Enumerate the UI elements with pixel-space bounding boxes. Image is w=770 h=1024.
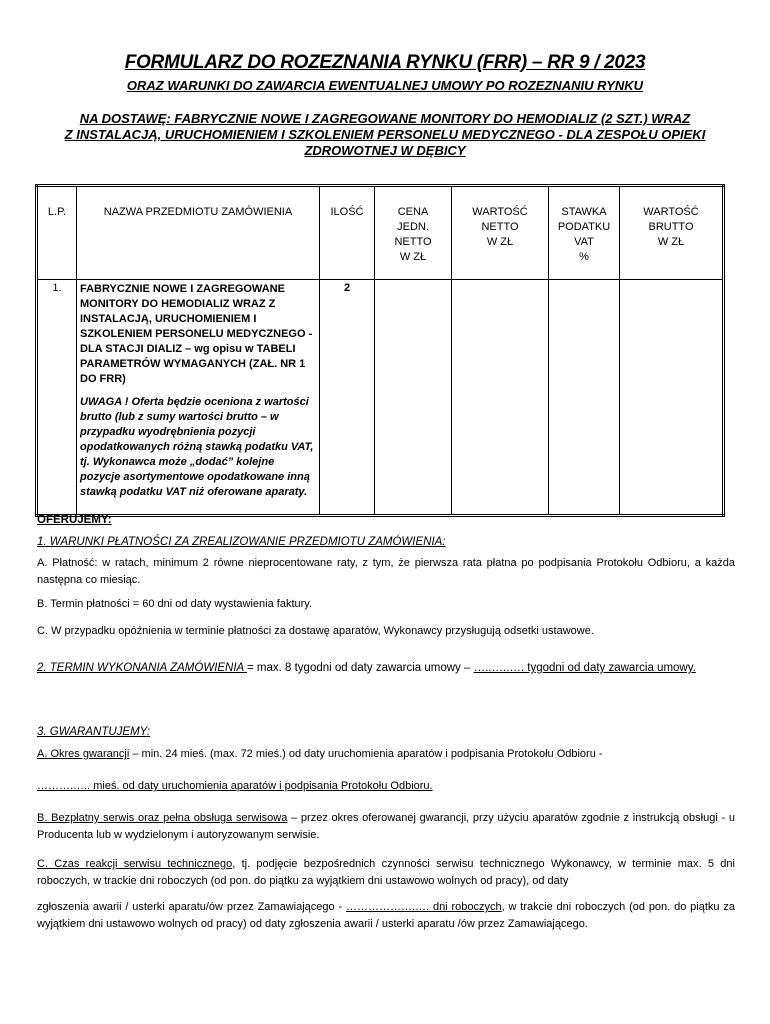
header-unit-price-l1: CENA [397, 206, 429, 218]
header-vat-rate-l4: % [579, 251, 589, 263]
header-vat-rate-l3: VAT [574, 236, 594, 248]
header-unit-price-l2: JEDN. [397, 221, 429, 233]
free-service-text: – przez okres oferowanej gwarancji, przy użyciu aparatów zgodnie z instrukcją obsługi - u Producenta lub w wydzielonym i autoryzowanym serwisie. [37, 812, 735, 841]
payment-terms-c: C. W przypadku opóźnienia w terminie płatności za dostawę aparatów, Wykonawcy przysługują odsetki ustawowe. [37, 625, 594, 637]
warranty-period [37, 746, 735, 763]
header-gross-value-l3: W ZŁ [657, 236, 685, 248]
header-gross-value-l1: WARTOŚĆ [643, 206, 699, 218]
free-service-label: B. Bezpłatny serwis oraz pełna obsługa serwisowa [37, 812, 288, 824]
service-response [37, 856, 735, 890]
header-vat-rate [549, 186, 620, 280]
service-response-fill-line [37, 899, 735, 933]
delivery-line-2: Z INSTALACJĄ, URUCHOMIENIEM I SZKOLENIEM PERSONELU MEDYCZNEGO - DLA ZESPOŁU OPIEKI [64, 127, 706, 142]
header-net-value-l2: NETTO [481, 221, 519, 233]
service-response-post: , w trakcie dni roboczych (od pon. do piątku za wyjątkiem dni ustawowo wolnych od pracy) od daty zgłoszenia awarii / usterki aparatu /ów przez Zamawiającego. [37, 901, 735, 930]
header-vat-rate-l2: PODATKU [557, 221, 611, 233]
header-unit-price-l4: W ZŁ [399, 251, 427, 263]
payment-terms-a: A. Płatność: w ratach, minimum 2 równe nieprocentowane raty, z tym, że pierwsza rata płatna po podpisania Protokołu Odbioru, a każda następna co miesiąc. [37, 557, 735, 586]
form-title: FORMULARZ DO ROZEZNANIA RYNKU (FRR) – RR 9 / 2023 [124, 52, 646, 73]
form-subtitle: ORAZ WARUNKI DO ZAWARCIA EWENTUALNEJ UMOWY PO ROZEZNANIU RYNKU [126, 78, 644, 93]
row-unit-price-cell[interactable] [375, 280, 452, 516]
delivery-heading [35, 111, 735, 159]
payment-terms-b: B. Termin płatności = 60 dni od daty wystawienia faktury. [37, 598, 313, 610]
header-name: NAZWA PRZEDMIOTU ZAMÓWIENIA [77, 186, 320, 280]
payment-terms-heading: 1. WARUNKI PŁATNOŚCI ZA ZREALIZOWANIE PRZEDMIOTU ZAMÓWIENIA: [37, 536, 446, 548]
header-unit-price-l3: NETTO [394, 236, 432, 248]
delivery-term [37, 660, 735, 677]
delivery-line-1: NA DOSTAWĘ: FABRYCZNIE NOWE I ZAGREGOWANE MONITORY DO HEMODIALIZ (2 SZT.) WRAZ [79, 111, 691, 126]
delivery-term-fill[interactable]: …..…..…. tygodni od daty zawarcia umowy. [473, 662, 696, 674]
order-table [35, 184, 725, 517]
header-unit-price [375, 186, 452, 280]
warranty-period-label: A. Okres gwarancji [37, 748, 130, 760]
service-response-pre: zgłoszenia awarii / usterki aparatu/ów przez Zamawiającego - [37, 901, 346, 913]
row-name [77, 280, 320, 516]
row-lp: 1. [37, 280, 77, 516]
table-header-row [37, 186, 724, 280]
warranty-period-text: – min. 24 mieś. (max. 72 mieś.) od daty uruchomienia aparatów i podpisania Protokołu Odbioru - [129, 748, 603, 760]
row-name-text: FABRYCZNIE NOWE I ZAGREGOWANE MONITORY DO HEMODIALIZ WRAZ Z INSTALACJĄ, URUCHOMIENIEM I SZKOLENIEM PERSONELU MEDYCZNEGO - DLA STACJI DIALIZ – wg opisu w TABELI PARAMETRÓW WYMAGANYCH (ZAŁ. NR 1 DO FRR) [80, 283, 313, 385]
header-net-value [452, 186, 549, 280]
row-note-text: UWAGA ! Oferta będzie oceniona z wartości brutto (lub z sumy wartości brutto – w przypadku wyodrębnienia pozycji opodatkowanych różną stawką podatku VAT, tj. Wykonawca może „dodać” kolejne pozycje asortymentowe opodatkowane inną stawką podatku VAT niż oferowane aparaty. [80, 396, 314, 498]
row-gross-value-cell[interactable] [620, 280, 724, 516]
table-row [37, 280, 724, 516]
row-qty: 2 [320, 280, 375, 516]
guarantee-heading: 3. GWARANTUJEMY: [37, 726, 151, 738]
service-response-text: , tj. podjęcie bezpośrednich czynności serwisu technicznego Wykonawcy, w terminie max. 5 dni roboczych, w trackie dni roboczych (od pon. do piątku za wyjątkiem dni ustawowo wolnych od pracy), od daty [37, 858, 735, 887]
warranty-period-fill[interactable]: ……….….. mieś. od daty uruchomienia aparatów i podpisania Protokołu Odbioru. [37, 780, 433, 792]
header-gross-value [620, 186, 724, 280]
service-response-fill[interactable]: ……………….…. dni roboczych [345, 901, 502, 913]
delivery-term-heading: 2. TERMIN WYKONANIA ZAMÓWIENIA [37, 662, 247, 674]
header-net-value-l1: WARTOŚĆ [472, 206, 528, 218]
delivery-line-3: ZDROWOTNEJ W DĘBICY [304, 143, 466, 158]
header-gross-value-l2: BRUTTO [648, 221, 694, 233]
delivery-term-text: = max. 8 tygodni od daty zawarcia umowy – [247, 662, 471, 674]
service-response-label: C. Czas reakcji serwisu technicznego [37, 858, 233, 870]
row-net-value-cell[interactable] [452, 280, 549, 516]
free-service [37, 810, 735, 844]
header-vat-rate-l1: STAWKA [561, 206, 607, 218]
header-net-value-l3: W ZŁ [486, 236, 514, 248]
header-qty: ILOŚĆ [320, 186, 375, 280]
row-vat-rate-cell[interactable] [549, 280, 620, 516]
offer-heading: OFERUJEMY: [37, 514, 112, 526]
header-lp: L.P. [37, 186, 77, 280]
